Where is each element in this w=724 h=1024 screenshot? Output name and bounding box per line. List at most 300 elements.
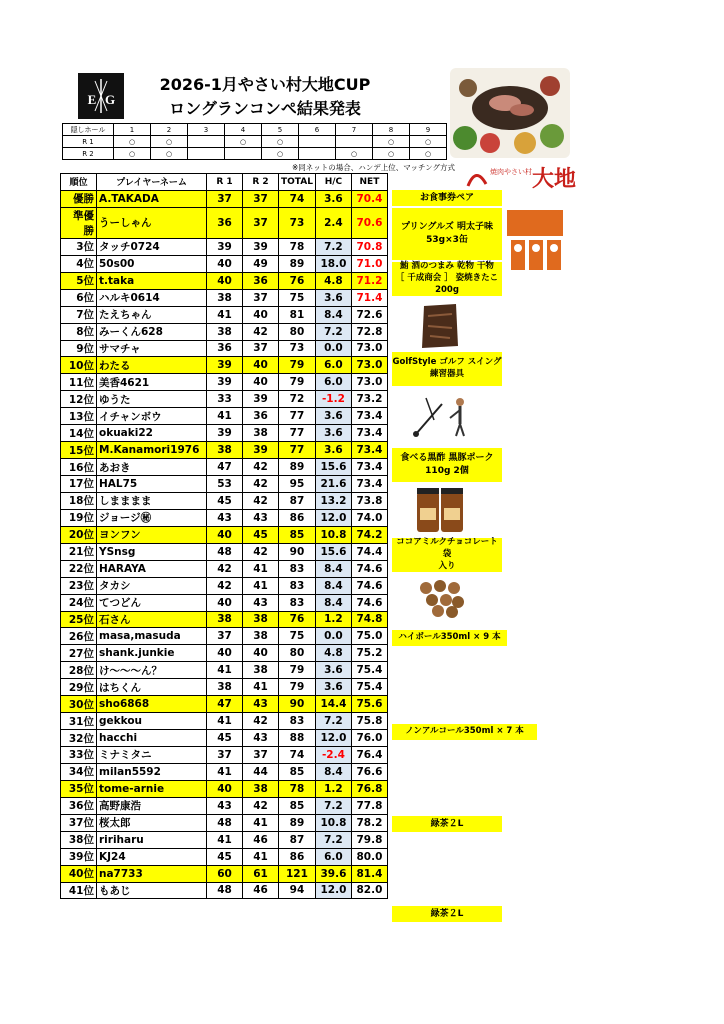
total-cell: 77 [279,408,316,425]
net-cell: 82.0 [351,882,387,899]
r2-cell: 42 [243,476,279,493]
net-cell: 75.4 [351,679,387,696]
handicap-cell: 7.2 [315,323,351,340]
r1-cell: 53 [207,476,243,493]
prize-1: お食事券ペア [392,190,502,206]
total-cell: 79 [279,679,316,696]
result-row [61,357,388,374]
hole-number: 6 [299,124,336,136]
bbq-photo [450,68,570,158]
result-row [61,611,388,628]
result-row [61,543,388,560]
r1-cell: 42 [207,577,243,594]
hole-mark: ○ [373,148,410,160]
result-row [61,238,388,255]
result-row [61,442,388,459]
player-name-cell: M.Kanamori1976 [97,442,207,459]
player-name-cell: t.taka [97,272,207,289]
result-row [61,476,388,493]
r2-cell: 37 [243,190,279,207]
handicap-cell: 6.0 [315,357,351,374]
r1-cell: 40 [207,272,243,289]
player-name-cell: sho6868 [97,696,207,713]
r1-cell: 40 [207,780,243,797]
player-name-cell: 桜太郎 [97,814,207,831]
r1-cell: 41 [207,662,243,679]
r2-cell: 38 [243,780,279,797]
hole-mark: ○ [262,136,299,148]
handicap-cell: 7.2 [315,831,351,848]
handicap-cell: 39.6 [315,865,351,882]
r2-cell: 42 [243,797,279,814]
handicap-cell: 7.2 [315,238,351,255]
r2-cell: 41 [243,560,279,577]
player-name-cell: YSnsg [97,543,207,560]
player-name-cell: gekkou [97,713,207,730]
r2-cell: 42 [243,543,279,560]
header-hc: H/C [315,174,351,191]
rank-cell: 24位 [61,594,97,611]
player-name-cell: たえちゃん [97,306,207,323]
result-row [61,780,388,797]
r2-cell: 38 [243,425,279,442]
player-name-cell: shank.junkie [97,645,207,662]
net-cell: 74.6 [351,594,387,611]
r2-cell: 43 [243,730,279,747]
total-cell: 72 [279,391,316,408]
total-cell: 78 [279,238,316,255]
player-name-cell: あおき [97,459,207,476]
handicap-cell: 3.6 [315,662,351,679]
r2-cell: 37 [243,207,279,238]
result-row [61,679,388,696]
handicap-cell: 14.4 [315,696,351,713]
r1-cell: 37 [207,190,243,207]
rank-cell: 38位 [61,831,97,848]
rank-cell: 27位 [61,645,97,662]
svg-text:E: E [87,92,97,107]
rank-cell: 20位 [61,526,97,543]
player-name-cell: わたる [97,357,207,374]
r1-cell: 45 [207,730,243,747]
player-name-cell: もあじ [97,882,207,899]
result-row [61,323,388,340]
handicap-cell: 10.8 [315,526,351,543]
rank-cell: 準優勝 [61,207,97,238]
net-cell: 79.8 [351,831,387,848]
r2-cell: 41 [243,814,279,831]
total-cell: 80 [279,323,316,340]
prize-5: 食べる黒酢 黒豚ポーク 110g 2個 [392,448,502,482]
net-cell: 70.4 [351,190,387,207]
total-cell: 121 [279,865,316,882]
hole-number: 5 [262,124,299,136]
r1-cell: 47 [207,696,243,713]
rank-cell: 37位 [61,814,97,831]
r2-cell: 41 [243,848,279,865]
prize-7: ハイボール350ml × 9 本 [392,630,507,646]
rank-cell: 31位 [61,713,97,730]
player-name-cell: KJ24 [97,848,207,865]
rank-cell: 5位 [61,272,97,289]
handicap-cell: 3.6 [315,679,351,696]
r2-cell: 41 [243,679,279,696]
handicap-cell: 6.0 [315,848,351,865]
total-cell: 79 [279,662,316,679]
r2-cell: 37 [243,289,279,306]
result-row [61,207,388,238]
player-name-cell: 50s00 [97,255,207,272]
result-row [61,645,388,662]
hole-number: 4 [225,124,262,136]
handicap-cell: 0.0 [315,628,351,645]
result-row [61,459,388,476]
hole-mark [188,136,225,148]
rank-cell: 32位 [61,730,97,747]
total-cell: 90 [279,543,316,560]
rank-cell: 19位 [61,509,97,526]
handicap-cell: 0.0 [315,340,351,357]
hole-mark [188,148,225,160]
total-cell: 85 [279,526,316,543]
r1-cell: 41 [207,408,243,425]
r2-cell: 43 [243,696,279,713]
result-row [61,882,388,899]
net-cell: 72.8 [351,323,387,340]
net-cell: 78.2 [351,814,387,831]
handicap-cell: 7.2 [315,797,351,814]
rank-cell: 34位 [61,763,97,780]
result-row [61,255,388,272]
rank-cell: 13位 [61,408,97,425]
result-row [61,306,388,323]
handicap-cell: 1.2 [315,611,351,628]
pringles-image [503,208,571,276]
handicap-cell: 8.4 [315,594,351,611]
rank-cell: 21位 [61,543,97,560]
r1-cell: 37 [207,747,243,764]
hole-mark: ○ [336,148,373,160]
r1-cell: 48 [207,543,243,560]
chocolate-image [418,578,466,622]
r1-cell: 37 [207,628,243,645]
r2-cell: 46 [243,831,279,848]
r1-cell: 36 [207,340,243,357]
r1-cell: 60 [207,865,243,882]
net-cell: 73.0 [351,374,387,391]
player-name-cell: masa,masuda [97,628,207,645]
total-cell: 83 [279,560,316,577]
player-name-cell: 石さん [97,611,207,628]
total-cell: 89 [279,814,316,831]
total-cell: 74 [279,747,316,764]
total-cell: 79 [279,357,316,374]
total-cell: 79 [279,374,316,391]
total-cell: 89 [279,459,316,476]
total-cell: 87 [279,831,316,848]
r1-cell: 38 [207,323,243,340]
r2-cell: 40 [243,357,279,374]
net-cell: 73.0 [351,357,387,374]
player-name-cell: イチャンボウ [97,408,207,425]
rank-cell: 36位 [61,797,97,814]
handicap-cell: 3.6 [315,425,351,442]
result-row [61,831,388,848]
total-cell: 80 [279,645,316,662]
hole-number: 2 [151,124,188,136]
net-cell: 75.6 [351,696,387,713]
r2-cell: 40 [243,306,279,323]
player-name-cell: na7733 [97,865,207,882]
header-r1: R 1 [207,174,243,191]
rank-cell: 優勝 [61,190,97,207]
r1-cell: 33 [207,391,243,408]
hole-mark: ○ [114,148,151,160]
player-name-cell: ヨンフン [97,526,207,543]
total-cell: 78 [279,780,316,797]
rank-cell: 3位 [61,238,97,255]
net-cell: 73.4 [351,442,387,459]
hole-mark: ○ [151,148,188,160]
r2-cell: 37 [243,340,279,357]
tiebreak-note: ※同ネットの場合、ハンデ上位、マッチング方式 [292,163,455,172]
prize-9: 緑茶２L [392,816,502,832]
handicap-cell: 4.8 [315,272,351,289]
result-row [61,340,388,357]
net-cell: 71.0 [351,255,387,272]
r1-cell: 42 [207,560,243,577]
total-cell: 90 [279,696,316,713]
handicap-cell: 15.6 [315,543,351,560]
r2-cell: 42 [243,713,279,730]
r1-cell: 45 [207,848,243,865]
total-cell: 73 [279,340,316,357]
result-row [61,374,388,391]
total-cell: 83 [279,577,316,594]
r1-cell: 40 [207,645,243,662]
rank-cell: 18位 [61,492,97,509]
rank-cell: 30位 [61,696,97,713]
net-cell: 73.4 [351,425,387,442]
player-name-cell: ririharu [97,831,207,848]
r2-cell: 41 [243,577,279,594]
hole-mark: ○ [151,136,188,148]
net-cell: 80.0 [351,848,387,865]
net-cell: 73.2 [351,391,387,408]
r2-cell: 40 [243,374,279,391]
net-cell: 74.2 [351,526,387,543]
handicap-cell: -2.4 [315,747,351,764]
net-cell: 75.8 [351,713,387,730]
r1-cell: 38 [207,442,243,459]
svg-text:焼肉やさい村: 焼肉やさい村 [490,168,532,176]
net-cell: 73.4 [351,408,387,425]
r1-cell: 39 [207,238,243,255]
total-cell: 83 [279,713,316,730]
r1-cell: 40 [207,594,243,611]
r1-cell: 39 [207,425,243,442]
rank-cell: 33位 [61,747,97,764]
total-cell: 87 [279,492,316,509]
r2-cell: 36 [243,408,279,425]
player-name-cell: hacchi [97,730,207,747]
rank-cell: 15位 [61,442,97,459]
handicap-cell: 4.8 [315,645,351,662]
r1-cell: 38 [207,679,243,696]
r2-cell: 42 [243,459,279,476]
rank-cell: 11位 [61,374,97,391]
rank-cell: 41位 [61,882,97,899]
r1-cell: 40 [207,526,243,543]
r2-cell: 45 [243,526,279,543]
page-subtitle: ロングランコンペ結果発表 [169,99,361,118]
net-cell: 74.0 [351,509,387,526]
total-cell: 86 [279,848,316,865]
player-name-cell: milan5592 [97,763,207,780]
net-cell: 76.6 [351,763,387,780]
player-name-cell: A.TAKADA [97,190,207,207]
rank-cell: 23位 [61,577,97,594]
rank-cell: 40位 [61,865,97,882]
hole-mark: ○ [114,136,151,148]
total-cell: 85 [279,797,316,814]
hole-mark [336,136,373,148]
net-cell: 76.8 [351,780,387,797]
player-name-cell: はちくん [97,679,207,696]
net-cell: 74.6 [351,560,387,577]
handicap-cell: 2.4 [315,207,351,238]
result-row [61,425,388,442]
restaurant-logo [462,160,582,190]
hole-number: 1 [114,124,151,136]
r1-cell: 38 [207,611,243,628]
result-row [61,408,388,425]
rank-cell: 29位 [61,679,97,696]
dried-squid-image [418,300,462,356]
handicap-cell: 21.6 [315,476,351,493]
result-row [61,763,388,780]
rank-cell: 25位 [61,611,97,628]
result-row [61,747,388,764]
hole-number: 7 [336,124,373,136]
hole-mark: ○ [410,148,447,160]
total-cell: 94 [279,882,316,899]
r2-cell: 43 [243,509,279,526]
total-cell: 81 [279,306,316,323]
svg-text:大地: 大地 [532,166,577,190]
header-r2: R 2 [243,174,279,191]
total-cell: 86 [279,509,316,526]
r1-cell: 47 [207,459,243,476]
result-row [61,577,388,594]
rank-cell: 16位 [61,459,97,476]
prize-4: GolfStyle ゴルフ スイング 練習器具 [392,352,502,386]
result-row [61,560,388,577]
hole-number: 8 [373,124,410,136]
r2-cell: 40 [243,645,279,662]
result-row [61,814,388,831]
net-cell: 71.2 [351,272,387,289]
net-cell: 73.8 [351,492,387,509]
total-cell: 76 [279,272,316,289]
header-total: TOTAL [279,174,316,191]
rank-cell: 10位 [61,357,97,374]
r1-cell: 41 [207,713,243,730]
player-name-cell: みーくん628 [97,323,207,340]
handicap-cell: 12.0 [315,730,351,747]
handicap-cell: 8.4 [315,306,351,323]
r1-cell: 48 [207,882,243,899]
net-cell: 75.4 [351,662,387,679]
player-name-cell: しまままま [97,492,207,509]
round-label: R 1 [63,136,114,148]
hole-mark [299,148,336,160]
handicap-cell: 8.4 [315,560,351,577]
hole-number: 3 [188,124,225,136]
net-cell: 76.0 [351,730,387,747]
net-cell: 81.4 [351,865,387,882]
golf-logo [78,73,124,119]
result-row [61,662,388,679]
r1-cell: 43 [207,797,243,814]
result-row [61,848,388,865]
handicap-cell: 8.4 [315,763,351,780]
rank-cell: 35位 [61,780,97,797]
hole-mark: ○ [262,148,299,160]
player-name-cell: うーしゃん [97,207,207,238]
r2-cell: 38 [243,611,279,628]
player-name-cell: HAL75 [97,476,207,493]
r2-cell: 44 [243,763,279,780]
total-cell: 75 [279,628,316,645]
handicap-cell: 12.0 [315,509,351,526]
total-cell: 77 [279,425,316,442]
hole-mark [299,136,336,148]
player-name-cell: okuaki22 [97,425,207,442]
r2-cell: 49 [243,255,279,272]
r2-cell: 43 [243,594,279,611]
r1-cell: 41 [207,831,243,848]
prize-10: 緑茶２L [392,906,502,922]
total-cell: 85 [279,763,316,780]
handicap-cell: 3.6 [315,190,351,207]
total-cell: 73 [279,207,316,238]
player-name-cell: 美香4621 [97,374,207,391]
player-name-cell: tome-arnie [97,780,207,797]
rank-cell: 28位 [61,662,97,679]
total-cell: 76 [279,611,316,628]
rank-cell: 14位 [61,425,97,442]
hole-mark: ○ [225,136,262,148]
player-name-cell: サマチャ [97,340,207,357]
hidden-hole-label: 隠しホール [63,124,114,136]
prize-3: 鮪 酒のつまみ 乾物 干物 ［ 千成商会 ］ 姿焼きたこ 200g [392,262,502,296]
net-cell: 73.0 [351,340,387,357]
r1-cell: 41 [207,763,243,780]
total-cell: 83 [279,594,316,611]
total-cell: 74 [279,190,316,207]
r2-cell: 37 [243,747,279,764]
r1-cell: 40 [207,255,243,272]
r2-cell: 38 [243,662,279,679]
result-row [61,865,388,882]
result-row [61,526,388,543]
hidden-hole-table [62,123,447,160]
r2-cell: 39 [243,238,279,255]
handicap-cell: 13.2 [315,492,351,509]
r1-cell: 36 [207,207,243,238]
player-name-cell: ミナミタニ [97,747,207,764]
